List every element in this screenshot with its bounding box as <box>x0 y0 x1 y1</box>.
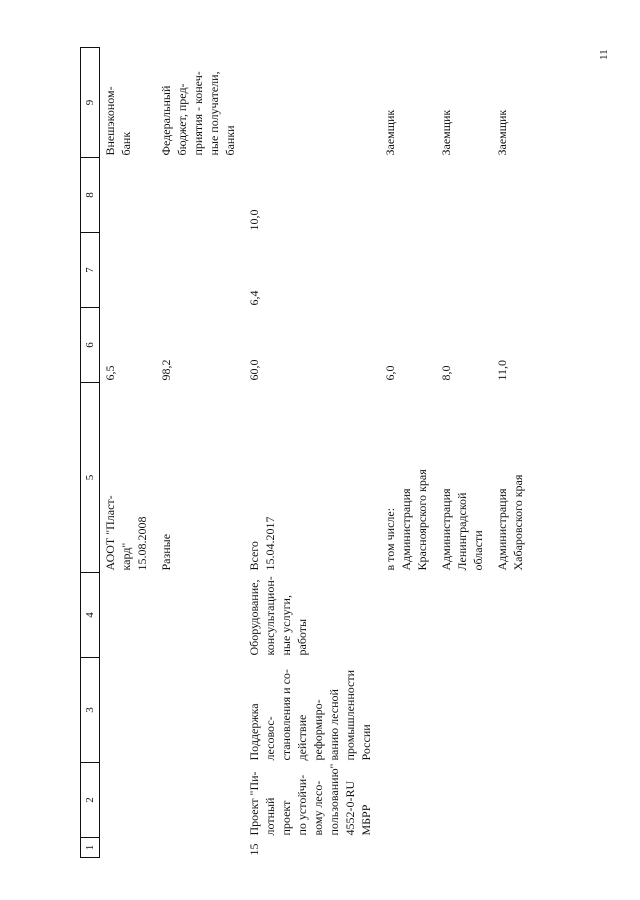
column-header-3: 3 <box>81 658 100 763</box>
borrower-cell <box>100 383 153 573</box>
borrower-cell <box>376 383 432 573</box>
column-header-8: 8 <box>81 158 100 233</box>
purpose-cell <box>432 658 488 763</box>
borrower-text: Администрация Хабаровского края <box>495 474 525 571</box>
column-number-header-row <box>81 48 100 858</box>
amount-cell <box>152 308 240 383</box>
row-number-cell <box>100 838 153 858</box>
project-cell <box>152 763 240 838</box>
goods-text: Оборудование, консультацион- ные услуги, работы <box>247 576 309 656</box>
column-header-1: 1 <box>81 838 100 858</box>
col7-cell <box>100 233 153 308</box>
goods-cell <box>240 573 376 658</box>
amount-cell <box>488 308 528 383</box>
col7-text: 6,4 <box>247 290 261 306</box>
col8-cell <box>376 158 432 233</box>
col7-cell <box>432 233 488 308</box>
purpose-text: Поддержка лесовос- становления и со- действие реформиро- ванию лесной промышленности России <box>247 669 373 761</box>
guarantor-text: Заемщик <box>383 109 397 156</box>
guarantor-cell <box>100 48 153 158</box>
col7-cell <box>488 233 528 308</box>
borrower-cell <box>240 383 376 573</box>
guarantor-text: Заемщик <box>439 109 453 156</box>
purpose-cell <box>152 658 240 763</box>
col8-cell <box>100 158 153 233</box>
guarantor-cell <box>488 48 528 158</box>
page-number: 11 <box>598 49 610 60</box>
purpose-cell <box>240 658 376 763</box>
project-cell <box>432 763 488 838</box>
borrower-text: Разные <box>159 533 173 571</box>
guarantor-cell <box>152 48 240 158</box>
guarantor-text: Федеральный бюджет, пред- приятия - конеч- ные получатели, банки <box>159 71 237 156</box>
goods-cell <box>376 573 432 658</box>
rotated-table-sheet <box>80 48 640 858</box>
project-cell <box>488 763 528 838</box>
col7-cell <box>152 233 240 308</box>
table-row <box>152 48 240 858</box>
row-number-cell <box>376 838 432 858</box>
goods-cell <box>488 573 528 658</box>
table-row <box>432 48 488 858</box>
column-header-5: 5 <box>81 383 100 573</box>
row-number-cell <box>432 838 488 858</box>
column-header-2: 2 <box>81 763 100 838</box>
goods-cell <box>432 573 488 658</box>
row-number-cell <box>152 838 240 858</box>
table-row <box>488 48 528 858</box>
amount-cell <box>100 308 153 383</box>
project-cell <box>240 763 376 838</box>
guarantor-text: Внешэконом- банк <box>103 86 133 156</box>
amount-cell <box>432 308 488 383</box>
borrower-cell <box>488 383 528 573</box>
column-header-4: 4 <box>81 573 100 658</box>
borrower-text: Всего 15.04.2017 <box>247 516 277 571</box>
col8-cell <box>432 158 488 233</box>
borrower-text: АООТ "Пласт- кард" 15.08.2008 <box>103 495 149 571</box>
table-row <box>100 48 153 858</box>
guarantor-cell <box>432 48 488 158</box>
col8-cell <box>240 158 376 233</box>
table-row <box>240 48 376 858</box>
amount-cell <box>240 308 376 383</box>
borrower-cell <box>152 383 240 573</box>
column-header-9: 9 <box>81 48 100 158</box>
col7-cell <box>240 233 376 308</box>
col7-cell <box>376 233 432 308</box>
loan-projects-table <box>80 47 528 858</box>
amount-text: 11,0 <box>495 359 509 381</box>
column-header-7: 7 <box>81 233 100 308</box>
col8-text: 10,0 <box>247 209 261 231</box>
purpose-cell <box>376 658 432 763</box>
amount-text: 6,0 <box>383 365 397 381</box>
amount-text: 60,0 <box>247 359 261 381</box>
guarantor-text: Заемщик <box>495 109 509 156</box>
row-number-cell <box>240 838 376 858</box>
project-text: Проект "Пи- лотный проект по устойчи- вому лесо- пользованию" 4552-0-RU МБРР <box>247 763 373 836</box>
project-cell <box>100 763 153 838</box>
row-number-text: 15 <box>247 843 261 856</box>
purpose-cell <box>488 658 528 763</box>
purpose-cell <box>100 658 153 763</box>
col8-cell <box>488 158 528 233</box>
column-header-6: 6 <box>81 308 100 383</box>
project-cell <box>376 763 432 838</box>
goods-cell <box>152 573 240 658</box>
amount-text: 98,2 <box>159 359 173 381</box>
table-row <box>376 48 432 858</box>
goods-cell <box>100 573 153 658</box>
col8-cell <box>152 158 240 233</box>
guarantor-cell <box>376 48 432 158</box>
amount-cell <box>376 308 432 383</box>
row-number-cell <box>488 838 528 858</box>
borrower-text: в том числе: Администрация Красноярского края <box>383 469 429 571</box>
guarantor-cell <box>240 48 376 158</box>
amount-text: 6,5 <box>103 365 117 381</box>
amount-text: 8,0 <box>439 365 453 381</box>
borrower-text: Администрация Ленинградской области <box>439 488 485 571</box>
borrower-cell <box>432 383 488 573</box>
